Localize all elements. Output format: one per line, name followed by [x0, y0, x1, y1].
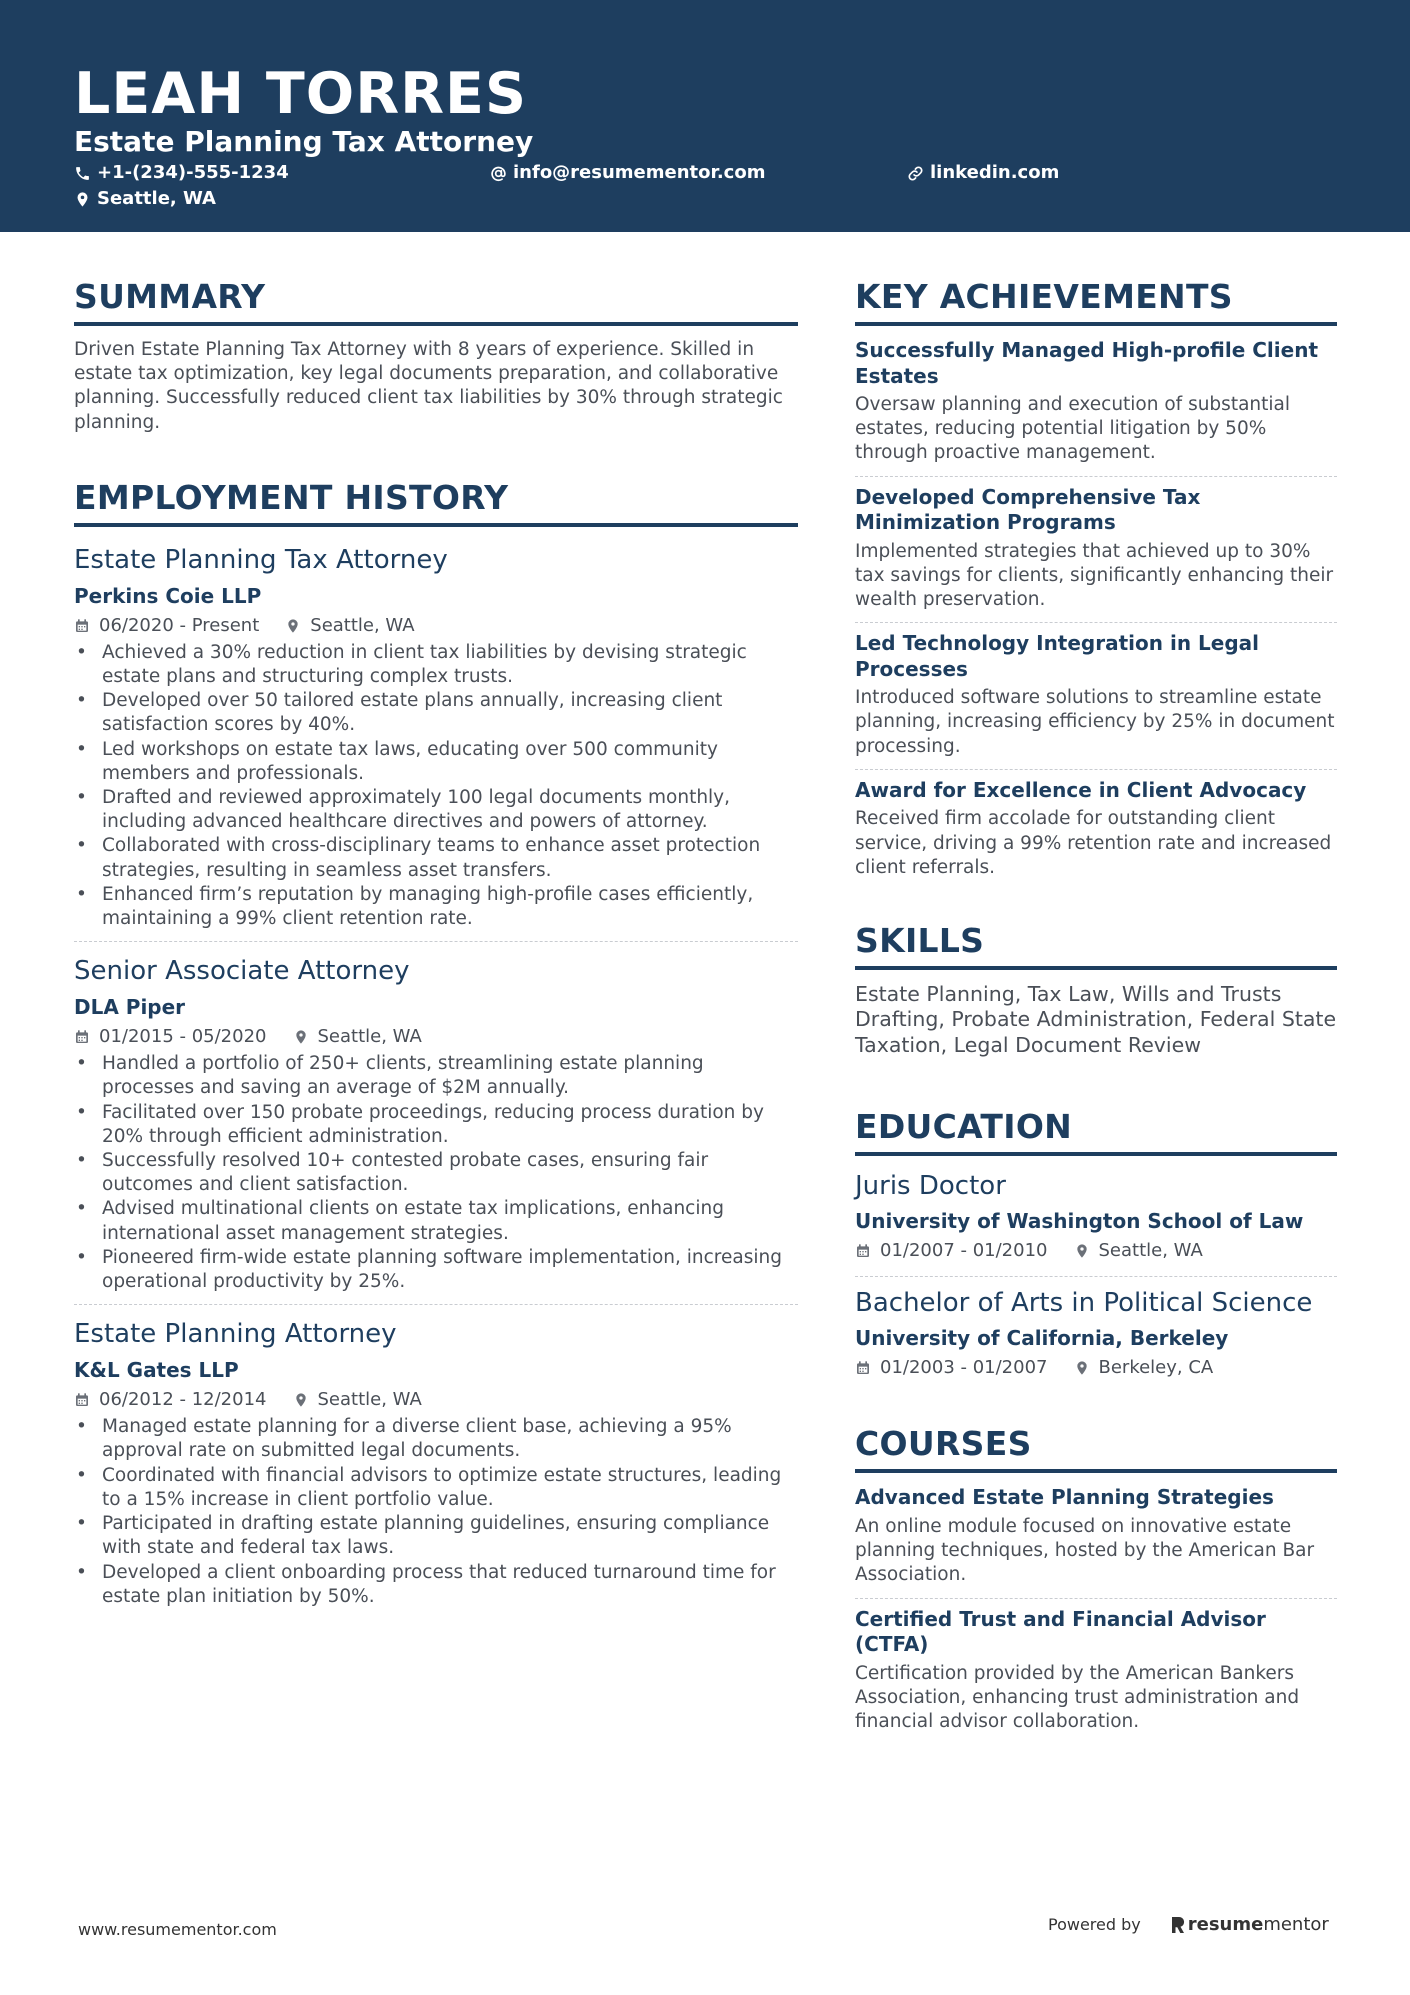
courses-section	[855, 1419, 1337, 1734]
course-item	[855, 1485, 1337, 1587]
job-title: Estate Planning Attorney	[74, 1319, 397, 1350]
email-text: info@resumementor.com	[513, 162, 766, 183]
achievement-title: Developed Comprehensive Tax Minimization Programs	[855, 484, 1201, 535]
calendar-icon	[855, 1243, 871, 1259]
location-pin-icon	[293, 1392, 309, 1408]
job-location	[293, 1022, 422, 1052]
list-item: • Participated in drafting estate planning guidelines, ensuring compliance with state and federal tax laws.	[74, 1512, 798, 1560]
job-dates: 06/2020 - Present	[99, 614, 260, 636]
employment-section	[74, 473, 798, 1609]
skills-text: Estate Planning, Tax Law, Wills and Trusts Drafting, Probate Administration, Federal State Taxation, Legal Document Review	[855, 981, 1337, 1057]
location-pin-icon	[293, 1029, 309, 1045]
location-pin-icon	[1074, 1243, 1090, 1259]
job-meta	[74, 611, 798, 641]
resumementor-logo-icon	[1171, 1916, 1185, 1934]
courses-heading: COURSES	[855, 1419, 1337, 1473]
achievement-item	[855, 778, 1337, 880]
course-title: Advanced Estate Planning Strategies	[855, 1485, 1274, 1510]
education-dates: 01/2007 - 01/2010	[880, 1240, 1048, 1262]
job-meta	[74, 1385, 798, 1415]
education-item	[855, 1168, 1337, 1266]
achievements-heading: KEY ACHIEVEMENTS	[855, 272, 1337, 326]
right-column	[855, 272, 1337, 1734]
education-item	[855, 1285, 1337, 1383]
skills-heading: SKILLS	[855, 916, 1337, 970]
education-meta	[855, 1236, 1337, 1266]
job-location	[293, 1385, 422, 1415]
education-meta	[855, 1353, 1337, 1383]
list-item: • Successfully resolved 10+ contested probate cases, ensuring fair outcomes and client satisfaction.	[74, 1149, 798, 1197]
link-icon	[907, 165, 924, 182]
company-name: Perkins Coie LLP	[74, 583, 262, 608]
achievement-title: Award for Excellence in Client Advocacy	[855, 777, 1307, 802]
job-location-text: Seattle, WA	[317, 1026, 422, 1048]
education-degree: Bachelor of Arts in Political Science	[855, 1288, 1313, 1319]
achievement-title: Successfully Managed High-profile Client Estates	[855, 338, 1318, 388]
list-item: • Pioneered firm-wide estate planning software implementation, increasing operational productivity by 25%.	[74, 1246, 798, 1294]
contact-linkedin[interactable]	[907, 161, 1059, 185]
education-degree: Juris Doctor	[855, 1171, 1006, 1202]
contact-email[interactable]	[490, 161, 765, 185]
education-location	[1074, 1236, 1203, 1266]
calendar-icon	[855, 1360, 871, 1376]
list-item: • Advised multinational clients on estate tax implications, enhancing international asset management strategies.	[74, 1197, 798, 1245]
achievement-desc: Implemented strategies that achieved up to 30% tax savings for clients, significantly enhancing their wealth preservation.	[855, 540, 1334, 611]
job-entry	[74, 1313, 798, 1609]
education-heading: EDUCATION	[855, 1102, 1337, 1156]
job-location-text: Seattle, WA	[310, 614, 415, 636]
list-item: • Achieved a 30% reduction in client tax liabilities by devising strategic estate plans and structuring complex trusts.	[74, 641, 798, 689]
achievement-item	[855, 338, 1337, 466]
course-desc: An online module focused on innovative estate planning techniques, hosted by the American Bar Association.	[855, 1515, 1315, 1586]
job-title: Senior Associate Attorney	[74, 956, 410, 987]
list-item: • Coordinated with financial advisors to optimize estate structures, leading to a 15% increase in client portfolio value.	[74, 1464, 798, 1512]
job-bullets	[74, 1052, 798, 1294]
list-item: • Developed a client onboarding process that reduced turnaround time for estate plan initiation by 50%.	[74, 1561, 798, 1609]
list-item: • Facilitated over 150 probate proceedings, reducing process duration by 20% through efficient administration.	[74, 1101, 798, 1149]
summary-section	[74, 272, 798, 435]
achievement-desc: Received firm accolade for outstanding client service, driving a 99% retention rate and increased client referrals.	[855, 808, 1332, 878]
location-text: Seattle, WA	[97, 188, 216, 209]
job-entry	[74, 539, 798, 931]
list-item: • Developed over 50 tailored estate plans annually, increasing client satisfaction scores by 40%.	[74, 689, 798, 737]
at-icon	[490, 165, 507, 182]
phone-text: +1-(234)-555-1234	[97, 162, 289, 183]
job-bullets	[74, 1415, 798, 1609]
achievement-item	[855, 631, 1337, 759]
course-item	[855, 1607, 1337, 1735]
location-pin-icon	[74, 191, 91, 208]
education-location	[1074, 1353, 1214, 1383]
divider	[855, 622, 1337, 623]
job-title: Estate Planning Tax Attorney	[74, 544, 448, 575]
achievement-desc: Oversaw planning and execution of substantial estates, reducing potential litigation by 50% through proactive management.	[855, 394, 1291, 464]
course-title: Certified Trust and Financial Advisor (CTFA)	[855, 1606, 1266, 1657]
education-section	[855, 1102, 1337, 1383]
divider	[74, 1304, 798, 1305]
powered-by-text: Powered by	[1048, 1915, 1141, 1934]
list-item: • Enhanced firm’s reputation by managing high-profile cases efficiently, maintaining a 99% client retention rate.	[74, 883, 798, 931]
divider	[855, 476, 1337, 477]
brand-light: mentor	[1263, 1914, 1329, 1935]
education-school: University of Washington School of Law	[855, 1209, 1304, 1234]
education-location-text: Berkeley, CA	[1098, 1357, 1214, 1379]
divider	[855, 1276, 1337, 1277]
summary-text: Driven Estate Planning Tax Attorney with 8 years of experience. Skilled in estate tax optimization, key legal documents preparation, and collaborative planning. Successfully reduced client tax liabilities by 30% through strategic planning.	[74, 339, 783, 433]
candidate-name: LEAH TORRES	[74, 61, 528, 127]
brand-logo[interactable]	[1171, 1914, 1329, 1935]
job-entry	[74, 950, 798, 1294]
calendar-icon	[74, 1392, 90, 1408]
divider	[855, 1598, 1337, 1599]
divider	[855, 769, 1337, 770]
list-item: • Drafted and reviewed approximately 100 legal documents monthly, including advanced healthcare directives and powers of attorney.	[74, 786, 798, 834]
candidate-title: Estate Planning Tax Attorney	[74, 125, 534, 158]
footer-branding	[1048, 1914, 1329, 1935]
contact-phone	[74, 161, 289, 185]
education-dates: 01/2003 - 01/2007	[880, 1357, 1048, 1379]
list-item: • Managed estate planning for a diverse client base, achieving a 95% approval rate on submitted legal documents.	[74, 1415, 798, 1463]
location-pin-icon	[1074, 1360, 1090, 1376]
course-desc: Certification provided by the American Bankers Association, enhancing trust administration and financial advisor collaboration.	[855, 1662, 1300, 1732]
calendar-icon	[74, 618, 90, 634]
contact-location	[74, 187, 216, 211]
job-dates: 06/2012 - 12/2014	[99, 1389, 267, 1411]
footer-website[interactable]: www.resumementor.com	[78, 1920, 277, 1939]
linkedin-text: linkedin.com	[930, 162, 1060, 183]
achievement-desc: Introduced software solutions to streamline estate planning, increasing efficiency by 25% in document processing.	[855, 687, 1335, 757]
achievement-title: Led Technology Integration in Legal Processes	[855, 631, 1259, 681]
location-pin-icon	[285, 618, 301, 634]
company-name: DLA Piper	[74, 995, 186, 1020]
list-item: • Handled a portfolio of 250+ clients, streamlining estate planning processes and saving an average of $2M annually.	[74, 1052, 798, 1100]
list-item: • Led workshops on estate tax laws, educating over 500 community members and professionals.	[74, 738, 798, 786]
education-school: University of California, Berkeley	[855, 1326, 1229, 1351]
skills-section	[855, 916, 1337, 1059]
resume-header	[0, 0, 1410, 232]
education-location-text: Seattle, WA	[1098, 1240, 1203, 1262]
job-dates: 01/2015 - 05/2020	[99, 1026, 267, 1048]
summary-heading: SUMMARY	[74, 272, 798, 326]
job-location-text: Seattle, WA	[317, 1389, 422, 1411]
job-meta	[74, 1022, 798, 1052]
brand-bold: resume	[1187, 1914, 1264, 1935]
achievement-item	[855, 485, 1337, 613]
company-name: K&L Gates LLP	[74, 1358, 239, 1383]
job-location	[285, 611, 414, 641]
job-bullets	[74, 641, 798, 931]
achievements-section	[855, 272, 1337, 880]
calendar-icon	[74, 1029, 90, 1045]
list-item: • Collaborated with cross-disciplinary teams to enhance asset protection strategies, resulting in seamless asset transfers.	[74, 834, 798, 882]
phone-icon	[74, 165, 91, 182]
divider	[74, 941, 798, 942]
left-column	[74, 272, 798, 1609]
employment-heading: EMPLOYMENT HISTORY	[74, 473, 798, 527]
